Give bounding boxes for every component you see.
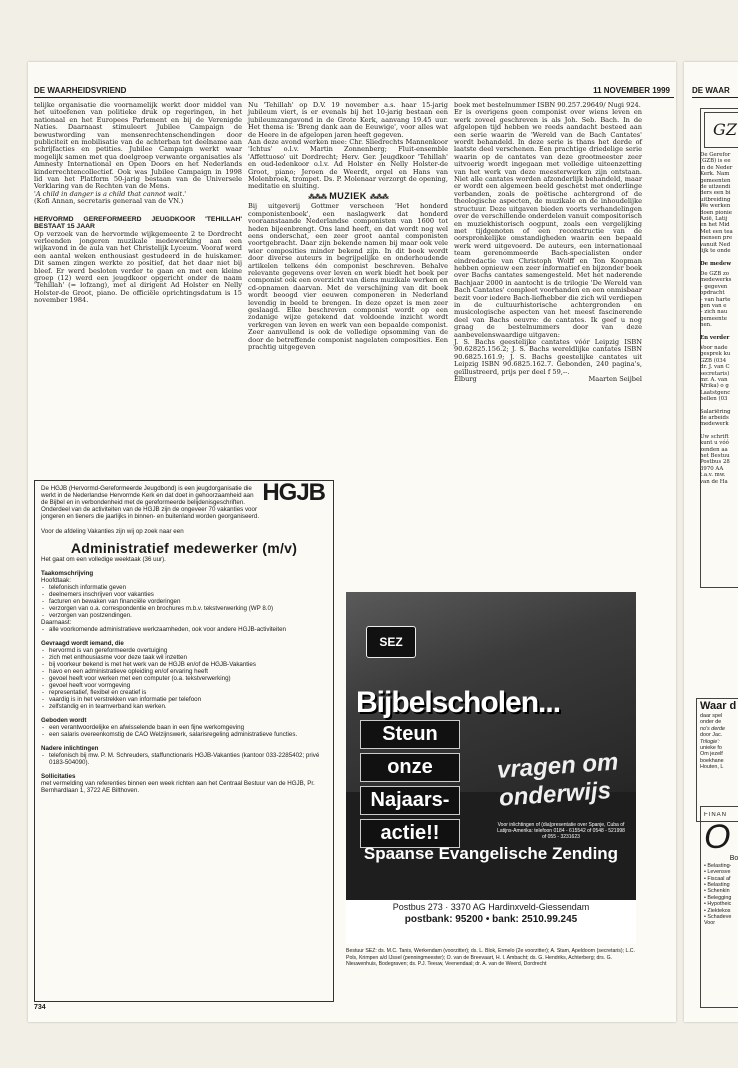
text-line: Houten, L	[700, 764, 724, 771]
text-line: daar spel	[700, 713, 723, 719]
text-line: medewerk	[700, 421, 729, 428]
slogan-word: onze	[360, 753, 460, 782]
list-item: - representatief, flexibel en creatief is	[49, 689, 327, 696]
finan-text	[704, 812, 738, 927]
text-line: de uitzendi	[700, 184, 731, 191]
organisation-name: Spaanse Evangelische Zending	[363, 844, 619, 863]
ad-intro: De HGJB (Hervormd-Gereformeerde Jeugdbond) is een jeugdorganisatie die werkt in de Nederlandse Hervormde Kerk en dat doet in gehoorzaamheid aan de Bijbel en in verbondenheid met de gereformeerde belijdenisgeschriften. Onderdeel van de activiteiten van de HGJB zijn de ongeveer 70 vakanties voor jongeren en tieners die jaarlijks in binnen- en buitenland worden georganiseerd.	[41, 485, 260, 520]
ad-headline: Bijbelscholen...	[356, 686, 561, 719]
text-line: Postbus 28	[700, 459, 730, 466]
sez-board: Bestuur SEZ: ds. M.C. Tanis, Werkendam (voorzitter); ds. L. Blok, Ermelo (2e voorzitter); A. Stam, Apeldoorn (secretaris); L.C. Pols, Krimpen a/d IJssel (penningmeester); O. van de Breevaart, H. I. Ambacht; ds. G. Hendriks, Achterberg; drs. G. Nieuwenhuis, Bodegraven; ds. P.J. Teeuw, Veenendaal; dr. A. van de Weerd, Dordrecht	[346, 948, 635, 968]
list-item: - alle voorkomende administratieve werkzaamheden, ook voor andere HGJB-activiteiten	[49, 626, 327, 633]
text-line: – gegeven	[700, 283, 728, 290]
text-line: Trilogie':	[700, 738, 720, 745]
list-item: - telefonisch bij mw. P. M. Schreuders, staffunctionaris HGJB-Vakanties (kantoor 033-2285402; privé 0183-504090).	[49, 752, 327, 766]
list-item: - deelnemers inschrijven voor vakanties	[49, 591, 327, 598]
task-list	[41, 584, 327, 619]
text-line: GZB (034	[700, 357, 727, 364]
gzb-text	[700, 152, 738, 485]
text-line: boekhane	[700, 757, 724, 764]
text-line: gemeenten	[700, 177, 731, 184]
article-text: boek met bestelnummer ISBN 90.257.29649/ Nugi 924.	[454, 101, 641, 109]
list-item: - hervormd is van gereformeerde overtuiging	[49, 647, 327, 654]
ad-section-title: Nadere inlichtingen	[41, 745, 99, 752]
list-item: - telefonisch informatie geven	[49, 584, 327, 591]
text-line: doen pionie	[700, 209, 732, 216]
text-line: 3970 AA	[700, 465, 724, 472]
text-line: • Levensve	[704, 869, 731, 876]
text-line: • Schenkin	[704, 888, 730, 895]
text-heading: En verder	[700, 334, 730, 341]
slogan-word: Steun	[360, 720, 460, 749]
section-heading	[248, 190, 448, 201]
text-line: Uw schrift	[700, 433, 729, 440]
text-line: no's derde	[700, 725, 726, 732]
text-line: De Gerefor	[700, 152, 731, 158]
list-item: - verzorgen van postzendingen.	[49, 612, 327, 619]
list-item: - een salaris overeenkomstig de CAO Welzijnswerk, salarisregeling administratieve functies.	[49, 731, 327, 738]
list-item: - een verantwoordelijke en afwisselende baan in een fijne werkomgeving	[49, 724, 327, 731]
ornament-icon: ⁂⁂⁂	[308, 193, 327, 201]
requirements-list	[41, 647, 327, 710]
text-line: Afrika) o g	[700, 383, 729, 390]
text-line: van de Ha	[700, 478, 728, 485]
article-text: J. S. Bachs geestelijke cantates vóór Leipzig ISBN 90.62825.156.2; J. S. Bachs wereldlijke cantates ISBN 90.6825.161.9; J. S. Bachs geestelijke cantates uit Leipzig ISBN 90.6825.162.7. Gebonden, 240 pagina's, geïllustreerd, prijs per deel f 59,--.	[454, 338, 642, 376]
list-item: - zich met enthousiasme voor deze taak wil inzetten	[49, 654, 327, 661]
list-item: - zelfstandig en in teamverband kan werken.	[49, 703, 327, 710]
ad-section-title: Sollicitaties	[41, 773, 76, 780]
article-text: telijke organisatie die voornamelijk werkt door middel van het uitoefenen van politieke druk op regeringen, in het nationaal en het Europees Parlement en bij de Verenigde Naties. Daarnaast stimuleert Jubilee Campaign de bewustwording van mensenrechtenschendingen door publiciteit en mobilisatie van de achterban tot deelname aan schrijfacties en petities. Jubilee Campaign werkt waar mogelijk samen met qua doelgroep verwante organisaties als Amnesty International en Open Doors en het Nederlands kinderrechtencollectief. Ook was Jubilee Campaign in 1998 lid van het Platform 50-jarig bestaan van de Universele Verklaring van de Rechten van de Mens.	[34, 101, 242, 191]
text-line: secretaris)	[700, 370, 730, 377]
list-item: - havo en een administratieve opleiding en/of ervaring heeft	[49, 668, 327, 675]
text-line: zenden aa	[700, 446, 728, 453]
apply-text: met vermelding van referenties binnen een week richten aan het Centraal Bestuur van de HGJB, Pr. Bernhardlaan 1, 3722 AE Bilthoven.	[41, 780, 315, 794]
offer-list	[41, 724, 327, 738]
ad-tagline: vragen om onderwijs	[496, 748, 620, 812]
column-3	[454, 102, 642, 383]
quote-attribution: (Kofi Annan, secretaris generaal van de VN.)	[34, 197, 184, 206]
text-line: Bo	[729, 855, 738, 863]
text-line: mensen pre	[700, 235, 733, 242]
hgjb-logo: HGJB	[262, 479, 325, 506]
ornament-icon: ⁂⁂⁂	[369, 193, 388, 201]
ad-subtitle: Daarnaast:	[41, 619, 72, 626]
article-text: Aan deze avond werken mee: Chr. Sliedrechts Mannenkoor 'Ichtus' o.l.v. Martin Zonnenberg; Fluit-ensemble 'Affettuoso' uit Dordrecht; Herv. Ger. Jeugdkoor 'Tehillah' en oud-ledenkoor o.l.v. Ad Holster en Nelly Holster-de Groot, piano; Jeroen de Weerdt, orgel en Hans van Molenbroek, trompet. Ds. P. Molenaar verzorgt de opening, meditatie en sluiting.	[248, 138, 448, 191]
text-line: Om jezelf	[700, 751, 723, 758]
text-line: vanuit Ned	[700, 241, 731, 248]
text-line: bellen (03	[700, 396, 728, 403]
text-line: door Jac.	[700, 732, 723, 739]
ad-slogan-stack	[360, 720, 460, 852]
article-text: Nu 'Tehillah' op D.V. 19 november a.s. haar 15-jarig jubileum viert, is er evenals bij het 10-jarig bestaan een jubileumzangavond in de Grote Kerk, aanvang 19.45 uur. Het thema is: 'Breng dank aan de Eeuwige', voor alles wat de Heere in de afgelopen jaren heeft gegeven.	[248, 101, 448, 139]
text-line: de arbeids	[700, 415, 729, 422]
text-line: Salariëring	[700, 408, 731, 415]
signature-place: Elburg	[454, 375, 477, 384]
ad-lead: Voor de afdeling Vakanties zijn wij op zoek naar een	[41, 528, 184, 535]
sez-logo: SEZ	[366, 626, 416, 658]
text-line: Laatstgenc	[700, 389, 731, 396]
text-line: • Hypotheic	[704, 901, 732, 908]
slogan-word: Najaars-	[360, 786, 460, 815]
text-line: Voor nade	[700, 344, 728, 351]
text-line: in de Neder	[700, 164, 733, 171]
list-item: - gevoel heeft voor vormgeving	[49, 682, 327, 689]
text-line: – zich nau	[700, 309, 728, 316]
ad-subtitle: Hoofdtaak:	[41, 577, 71, 584]
hgjb-job-ad	[34, 480, 334, 1002]
ad-hours: Het gaat om een volledige weektaak (36 uur).	[41, 556, 166, 563]
list-item: - bij voorkeur bekend is met het werk van de HGJB en/of de HGJB-Vakanties	[49, 661, 327, 668]
waar-text	[700, 700, 738, 771]
page-number: 734	[34, 1004, 46, 1011]
sez-contact	[346, 900, 636, 944]
header-rule	[34, 97, 674, 98]
text-line: opdracht	[700, 290, 725, 297]
gzb-logo: GZ	[704, 112, 738, 148]
text-heading: FINAN	[704, 812, 727, 818]
text-line: (GZB) is ee	[700, 158, 731, 165]
sez-ad	[346, 592, 636, 900]
ad-section-title: Geboden wordt	[41, 717, 87, 724]
issue-date: 11 NOVEMBER 1999	[593, 86, 670, 95]
text-line: gen van e	[700, 302, 727, 309]
bank-details: postbank: 95200 • bank: 2510.99.245	[404, 914, 578, 925]
text-line: • Fiscaal af	[704, 875, 731, 882]
text-line: • Schadeve	[704, 914, 732, 921]
ad-section-title: Gevraagd wordt iemand, die	[41, 640, 124, 647]
text-line: kunt u vóó	[700, 440, 729, 447]
article-text: Er is overigens geen componist over wiens leven en werk zoveel geschreven is als Joh. Seb. Bach. In de afgelopen tijd hebben we reeds aandacht besteed aan een serie waarin de 'Wereld van de Bach Cantates' wordt behandeld. In deze serie is thans het derde of laatste deel verschenen. Een prachtige driedelige serie waarin op de cantates van deze grootmeester zeer uitvoerig wordt ingegaan met volledige uiteenzetting van het werk van deze meesterwerken zijn ontstaan. Niet alle cantates worden afzonderlijk behandeld, maar er wordt een algemeen beeld geschetst met onderlinge verbanden, zoals de poëtische achtergrond of de theologische aspecten, de muzikale en de inhoudelijke structuur. Deze uitgaven bieden voorts verhandelingen over de verschillende onderdelen vanuit compositorisch en muziekhistorisch oogpunt, zoals een vergelijking met tijdgenoten of een reconstructie van de oorspronkelijke omstandigheden waarin een bepaald werk werd uitgevoerd. De auteurs, een internationaal team gerenommeerde Bach-specialisten onder eindredactie van Christoph Wolff en Ton Koopman hebben opnieuw een zeer informatief en bijzonder boek over Bachs cantates samengesteld. Met het naderende Bachjaar 2000 in aantocht is de trilogie 'De Wereld van Bach Cantates' compleet voorhanden en een onmisbaar bezit voor iedere Bach-liefhebber die zich wil verdiepen in de cultuurhistorische achtergronden en musicologische aspecten van het meest fascinerende deel van Bachs oeuvre: de cantates. Ik geef u nog graag de bestelnummers door van deze aanbevelenswaardige uitgaven:	[454, 108, 642, 339]
text-line: ders een bi	[700, 190, 731, 197]
next-page-header: DE WAAR	[692, 86, 730, 95]
slogan-word: actie!!	[360, 819, 460, 848]
text-line: • Belasting	[704, 882, 730, 889]
text-line: Azië, Latij	[700, 216, 728, 223]
masthead: DE WAARHEIDSVRIEND	[34, 86, 127, 95]
text-line: gemeente	[700, 315, 727, 322]
text-line: – van harte	[700, 296, 731, 303]
text-line: uitbreiding	[700, 196, 731, 203]
column-2	[248, 102, 448, 351]
text-line: t.a.v. mw.	[700, 472, 726, 479]
text-line: Met een tea	[700, 228, 733, 235]
finan-logo: O	[704, 818, 731, 857]
text-line: het Bestuu	[700, 453, 730, 460]
text-line: We werken	[700, 203, 731, 210]
text-line: medewerks	[700, 277, 732, 284]
article-text: Bij uitgeverij Gottmer verscheen 'Het honderd componistenboek', een naslagwerk dat honderd vooraanstaande Nederlandse componisten van 1600 tot heden bijeenbrengt. Ons land heeft, en dat wordt nog wel eens onderschat, een zeer groot aantal componisten voortgebracht. Daar zijn bekende namen bij maar ook vele wier composities minder bekend zijn. In dit boek wordt door diverse auteurs in begrijpelijke en onderhoudende artikelen telkens één componist beschreven. Behalve relevante gegevens over leven en werk biedt het boek per componist ook een overzicht van diens muzikale werken en cd-opnamen daarvan. Met de verschijning van dit boek wordt beoogd vier eeuwen componeren in Nederland levendig in beeld te brengen. In deze opzet is men zeer geslaagd. Elke beschreven componist wordt op een zodanige wijze getekend dat voldoende inzicht wordt verkregen van leven en werk van een bepaalde componist. Zeer aanvullend is ook de volledige opsomming van de door de betreffende componist nagelaten composities. Een prachtig uitgegeven	[248, 202, 448, 351]
quote: 'A child in danger is a child that cannot wait.'	[34, 189, 187, 198]
text-line: unieke fo	[700, 745, 722, 752]
text-line: onder de	[700, 719, 722, 726]
text-heading: Waar d	[700, 700, 737, 712]
text-line: Kerk. Nam	[700, 171, 730, 178]
text-heading: De medew	[700, 260, 731, 267]
text-line: dr. J. van C	[700, 364, 730, 371]
signature	[454, 376, 642, 383]
list-item: - gevoel heeft voor werken met een computer (o.a. tekstverwerking)	[49, 675, 327, 682]
ad-info: Voor inlichtingen of (dia)presentatie over Spanje, Cuba of Latijns-Amerika: telefoon 0184 - 615542 of 0548 - 521998 of 055 - 3231623	[497, 822, 625, 840]
text-line: lijk te onde	[700, 248, 731, 255]
text-line: • Belasting-	[704, 862, 732, 869]
signature-author: Maarten Seijbel	[588, 375, 642, 384]
text-line: • Ziektekos	[704, 907, 731, 914]
list-item: - vaardig is in het verstrekken van informatie per telefoon	[49, 696, 327, 703]
postal-address: Postbus 273 · 3370 AG Hardinxveld-Giessendam	[392, 902, 590, 912]
ad-section-title: Taakomschrijving	[41, 570, 94, 577]
next-page-rule	[692, 97, 738, 98]
article-text: Op verzoek van de hervormde wijkgemeente 2 te Dordrecht verleenden jongeren muzikale medewerking aan een wijkavond in de aula van het Christelijk Lyceum. Vooraf werd een aantal weken enthousiast gestudeerd in de huiskamer. Dit samen zingen werkte zo positief, dat het daar niet bij bleef. Er werd besloten verder te gaan en met een kleine groep (12) werd een jeugdkoor opgericht onder de naam 'Tehillah' (= lofzang), met al dirigent Ad Holster en Nelly Holster-de Groot, piano. De officiële oprichtingsdatum is 15 november 1984.	[34, 229, 242, 305]
text-line: • Belegging	[704, 894, 732, 901]
column-1	[34, 102, 242, 305]
section-title: MUZIEK	[329, 190, 367, 201]
text-line: De GZB zo	[700, 270, 730, 277]
text-line: gesprek ku	[700, 351, 731, 358]
text-line: mr. A. van	[700, 377, 728, 383]
list-item: - verzorgen van o.a. correspondentie en brochures m.b.v. tekstverwerking (WP 8.0)	[49, 605, 327, 612]
text-line: en het Mid	[700, 222, 730, 229]
info-list	[41, 752, 327, 766]
task-list-extra	[41, 626, 327, 633]
text-line: Voor	[704, 920, 716, 927]
article-heading: HERVORMD GEREFORMEERD JEUGDKOOR 'TEHILLAH' BESTAAT 15 JAAR	[34, 215, 242, 231]
list-item: - facturen en bewaken van financiële vorderingen	[49, 598, 327, 605]
text-line: nen.	[700, 322, 712, 329]
vacancy-title: Administratief medewerker (m/v)	[70, 540, 298, 556]
